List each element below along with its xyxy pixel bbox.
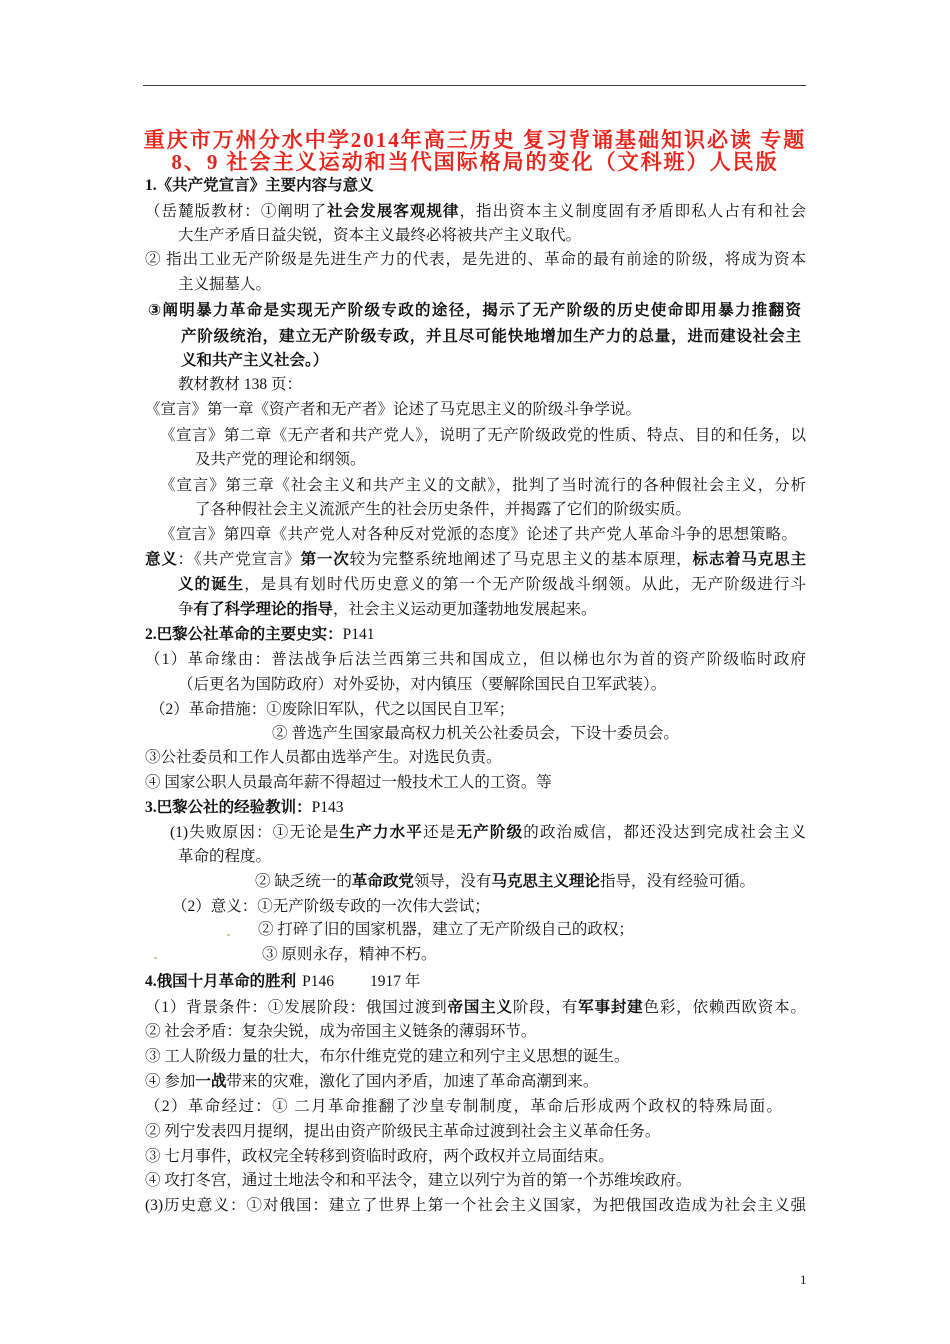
paris-commune-lessons-line bbox=[255, 872, 755, 892]
text-segment: 了各种假社会主义流派产生的社会历史条件，并揭露了它们的阶级实质。 bbox=[195, 501, 692, 518]
text-segment: ② 打碎了旧的国家机器，建立了无产阶级自己的政权； bbox=[258, 921, 634, 938]
heading-text: 4.俄国十月革命的胜利 bbox=[145, 973, 297, 990]
text-segment: 革命的程度。 bbox=[178, 848, 272, 865]
october-revolution-line bbox=[145, 1097, 782, 1117]
text-segment: (3)历史意义：①对俄国：建立了世界上第一个社会主义国家，为把俄国改造成为社会主义强 bbox=[145, 1197, 806, 1214]
text-segment: ③ 工人阶级力量的壮大，布尔什维克党的建立和列宁主义思想的诞生。 bbox=[145, 1048, 630, 1065]
bold-term: 意义 bbox=[145, 551, 178, 568]
heading-text: 3.巴黎公社的经验教训： bbox=[145, 799, 312, 816]
page-number: 1 bbox=[800, 1272, 807, 1287]
paris-commune-lessons-line bbox=[178, 847, 271, 867]
text-segment: ，社会主义运动更加蓬勃地发展起来。 bbox=[333, 601, 597, 618]
paris-commune-facts-line bbox=[272, 724, 679, 744]
text-segment: 《宣言》第四章《共产党人对各种反对党派的态度》论述了共产党人革命斗争的思想策略。 bbox=[160, 526, 797, 543]
manifesto-content-line bbox=[178, 275, 271, 295]
manifesto-significance-line bbox=[178, 600, 597, 620]
manifesto-chapter-line bbox=[145, 400, 641, 420]
text-segment: ，揭示了无产阶级的历史使命即用暴力推翻资 bbox=[465, 301, 801, 319]
october-revolution-line bbox=[145, 1122, 660, 1142]
paris-commune-lessons-line bbox=[172, 897, 490, 917]
section-4-heading bbox=[145, 972, 420, 992]
section-3-heading bbox=[145, 798, 344, 818]
manifesto-content-line bbox=[181, 326, 801, 346]
text-segment: ② 社会矛盾：复杂尖锐，成为帝国主义链条的薄弱环节。 bbox=[145, 1023, 537, 1040]
text-segment: ③阐明 bbox=[148, 301, 197, 319]
manifesto-chapter-line bbox=[195, 450, 366, 470]
bold-term: 革命政党 bbox=[351, 873, 414, 890]
paris-commune-lessons-line bbox=[262, 945, 436, 965]
october-revolution-line bbox=[145, 1196, 806, 1216]
text-segment: ④ 国家公职人员最高年薪不得超过一般技术工人的工资。等 bbox=[145, 774, 552, 791]
header-rule bbox=[143, 85, 806, 86]
text-segment: 较为完整系统地阐述了马克思主义的基本原理， bbox=[349, 551, 693, 568]
text-segment: 《宣言》第一章《资产者和无产者》论述了马克思主义的阶级斗争学说。 bbox=[145, 401, 642, 418]
text-segment: ③公社委员和工作人员都由选举产生。对选民负责。 bbox=[145, 749, 502, 766]
text-segment: 教材教材 138 页： bbox=[178, 376, 303, 393]
october-revolution-line bbox=[145, 1047, 629, 1067]
bold-term: 无产阶级 bbox=[456, 824, 524, 841]
text-segment: 指导，没有经验可循。 bbox=[599, 873, 755, 890]
bold-term: 社会发展客观规律 bbox=[327, 203, 460, 220]
text-segment: 阶段，有 bbox=[512, 999, 579, 1016]
stray-mark bbox=[227, 934, 230, 936]
manifesto-chapter-line bbox=[195, 500, 691, 520]
text-segment: ② 普选产生国家最高权力机关公社委员会，下设十委员会。 bbox=[272, 725, 679, 742]
text-segment: 主义掘墓人。 bbox=[178, 276, 272, 293]
text-segment: 及共产党的理论和纲领。 bbox=[195, 451, 366, 468]
text-segment: 大生产矛盾日益尖锐，资本主义最终必将被共产主义取代。 bbox=[178, 227, 582, 244]
text-segment: （后更名为国防政府）对外妥协，对内镇压（要解除国民自卫军武装）。 bbox=[178, 676, 667, 693]
text-segment: ② 缺乏统一的 bbox=[255, 873, 352, 890]
text-segment: 领导，没有 bbox=[413, 873, 492, 890]
page-ref: P146 bbox=[302, 973, 335, 990]
bold-term: 帝国主义 bbox=[447, 999, 513, 1016]
heading-text: 2.巴黎公社革命的主要史实： bbox=[145, 626, 343, 643]
text-segment: （岳麓版教材：①阐明了 bbox=[145, 203, 328, 220]
october-revolution-line bbox=[145, 1147, 614, 1167]
bold-term: 暴力革命是实现无产阶级专政的途径 bbox=[196, 301, 466, 319]
text-segment: ，是具有划时代历史意义的第一个无产阶级战斗纲领。从此，无产阶级进行斗 bbox=[244, 576, 806, 593]
manifesto-content-line bbox=[145, 250, 806, 270]
manifesto-chapter-line bbox=[160, 525, 797, 545]
paris-commune-facts-line bbox=[145, 773, 552, 793]
text-segment: ② 列宁发表四月提纲，提出由资产阶级民主革命过渡到社会主义革命任务。 bbox=[145, 1123, 661, 1140]
text-segment: ④ 攻打冬宫，通过土地法令和和平法令，建立以列宁为首的第一个苏维埃政府。 bbox=[145, 1172, 692, 1189]
manifesto-significance-line bbox=[178, 575, 806, 595]
october-revolution-line bbox=[145, 1171, 691, 1191]
bold-term: 第一次 bbox=[300, 551, 350, 568]
document-title-line-2: 8、9 社会主义运动和当代国际格局的变化（文科班）人民版 bbox=[171, 150, 779, 174]
text-segment: 带来的灾难，激化了国内矛盾，加速了革命高潮到来。 bbox=[226, 1073, 599, 1090]
text-segment: 义和共产主义社会。） bbox=[181, 351, 329, 369]
paris-commune-facts-line bbox=[145, 650, 806, 670]
manifesto-significance-line bbox=[145, 550, 806, 570]
october-revolution-line bbox=[145, 1072, 598, 1092]
text-segment: 《宣言》第三章《社会主义和共产主义的文献》，批判了当时流行的各种假社会主义，分析 bbox=[160, 477, 806, 494]
text-segment: 产阶级统治，建立无产阶级专政，并且尽可能快地增加生产力的总量，进而建设社会主 bbox=[181, 327, 801, 345]
text-segment: ：《共产党宣言》 bbox=[177, 551, 301, 568]
text-segment: （2）意义：①无产阶级专政的一次伟大尝试； bbox=[172, 898, 490, 915]
text-segment: ，指出资本主义制度固有矛盾即私人占有和社会 bbox=[459, 203, 806, 220]
text-segment: 的政治威信，都还没达到完成社会主义 bbox=[523, 824, 806, 841]
document-title-line-1: 重庆市万州分水中学2014年高三历史 复习背诵基础知识必读 专题 bbox=[143, 128, 807, 152]
text-segment: 争 bbox=[178, 601, 194, 618]
october-revolution-line bbox=[145, 998, 806, 1018]
year-label: 1917 年 bbox=[370, 973, 421, 990]
stray-mark bbox=[154, 957, 157, 959]
text-segment: 色彩，依赖西欧资本。 bbox=[643, 999, 806, 1016]
page-ref: P141 bbox=[342, 626, 375, 643]
text-segment: （2）革命措施：①废除旧军队，代之以国民自卫军； bbox=[150, 701, 515, 718]
manifesto-content-line bbox=[148, 300, 801, 320]
bold-term: 马克思主义理论 bbox=[491, 873, 600, 890]
manifesto-content-line bbox=[145, 202, 806, 222]
text-segment: ③ 原则永存，精神不朽。 bbox=[262, 946, 437, 963]
text-segment: （1）革命缘由：普法战争后法兰西第三共和国成立，但以梯也尔为首的资产阶级临时政府 bbox=[145, 651, 806, 668]
paris-commune-lessons-line bbox=[258, 920, 634, 940]
text-segment: 还是 bbox=[423, 824, 457, 841]
bold-term: 生产力水平 bbox=[339, 824, 424, 841]
paris-commune-facts-line bbox=[178, 675, 666, 695]
text-segment: (1)失败原因：①无论是 bbox=[170, 824, 340, 841]
manifesto-content-line bbox=[181, 350, 328, 370]
manifesto-chapter-line bbox=[160, 426, 806, 446]
text-segment: 《宣言》第二章《无产者和共产党人》，说明了无产阶级政党的性质、特点、目的和任务，以 bbox=[160, 427, 806, 444]
text-segment: ④ 参加 bbox=[145, 1073, 196, 1090]
text-segment: （2）革命经过：① 二月革命推翻了沙皇专制制度，革命后形成两个政权的特殊局面。 bbox=[145, 1098, 782, 1115]
section-1-heading bbox=[145, 176, 374, 196]
bold-term: 军事封建 bbox=[578, 999, 644, 1016]
october-revolution-line bbox=[145, 1022, 536, 1042]
bold-term: 一战 bbox=[195, 1073, 227, 1090]
page-ref: P143 bbox=[311, 799, 344, 816]
manifesto-content-line bbox=[178, 226, 581, 246]
text-segment: ③ 七月事件，政权完全转移到资临时政府，两个政权并立局面结束。 bbox=[145, 1148, 614, 1165]
manifesto-chapter-line bbox=[160, 476, 806, 496]
section-2-heading bbox=[145, 625, 375, 645]
bold-term: 义的诞生 bbox=[178, 576, 245, 593]
paris-commune-facts-line bbox=[150, 700, 514, 720]
heading-text: 1.《共产党宣言》主要内容与意义 bbox=[145, 177, 374, 194]
textbook-page-ref bbox=[178, 375, 302, 395]
text-segment: （1）背景条件：①发展阶段：俄国过渡到 bbox=[145, 999, 448, 1016]
bold-term: 有了科学理论的指导 bbox=[193, 601, 334, 618]
paris-commune-lessons-line bbox=[170, 823, 806, 843]
bold-term: 标志着马克思主 bbox=[692, 551, 806, 568]
text-segment: ② 指出工业无产阶级是先进生产力的代表，是先进的、革命的最有前途的阶级，将成为资本 bbox=[145, 251, 806, 268]
paris-commune-facts-line bbox=[145, 748, 502, 768]
